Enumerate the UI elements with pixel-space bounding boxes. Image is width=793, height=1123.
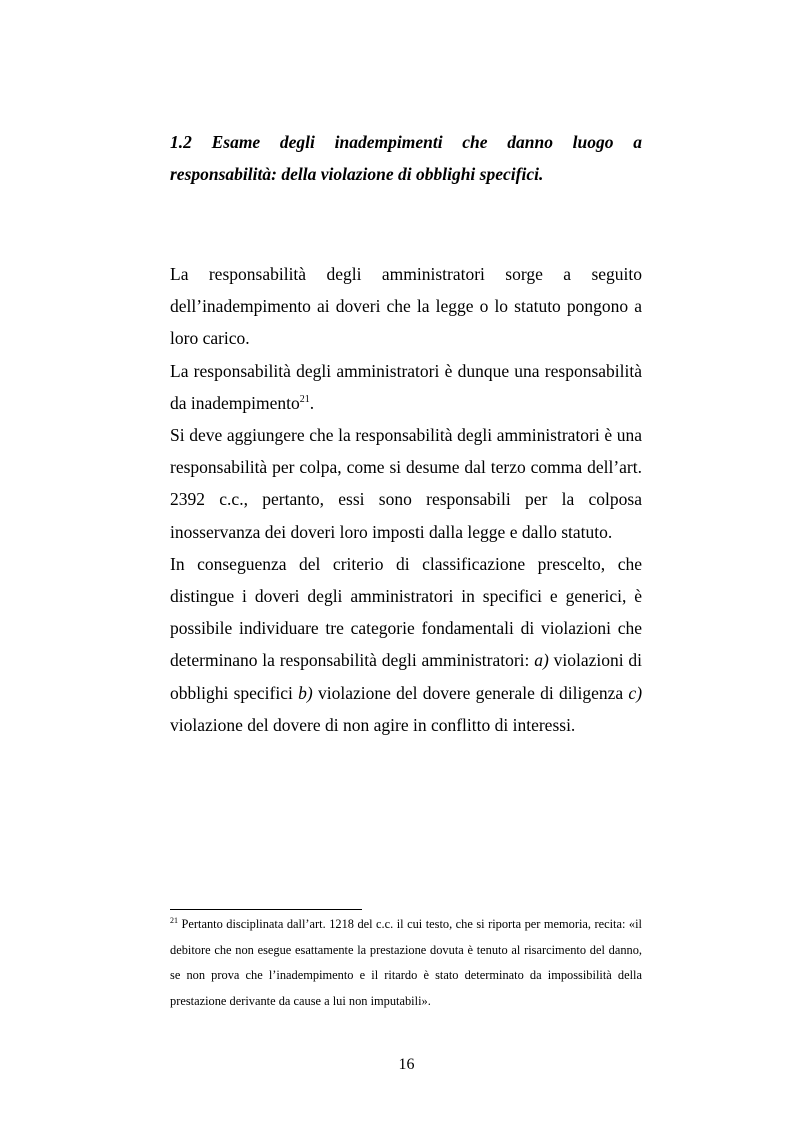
paragraph-4-intro: In conseguenza del criterio di classificazione prescelto, che distingue i doveri degli amministratori in specifici e generici, è possibile individuare tre categorie fondamentali di violazioni che determinano la responsabilità degli amministratori: [170,553,642,671]
footnote-number: 21 [170,915,178,925]
footnote-divider [170,909,362,910]
paragraph-1: La responsabilità degli amministratori sorge a seguito dell’inadempimento ai doveri che la legge o lo statuto pongono a loro carico. [170,264,642,349]
body-text [170,258,642,741]
list-marker-c: c) [628,682,643,703]
list-item-b: violazione del dovere generale di diligenza [317,682,624,703]
footnote [170,912,642,1014]
list-item-a: violazioni di obblighi specifici [170,650,643,703]
page-number: 16 [398,1056,415,1073]
paragraph-2-text: La responsabilità degli amministratori è dunque una responsabilità da inadempimento [170,360,642,413]
list-marker-a: a) [534,650,549,671]
paragraph-2 [170,355,642,419]
paragraph-4 [170,548,642,741]
list-marker-b: b) [298,682,313,703]
paragraph-2-end: . [309,392,315,413]
footnote-reference[interactable]: 21 [299,393,310,405]
list-item-c: violazione del dovere di non agire in conflitto di interessi. [170,714,576,735]
paragraph-3: Si deve aggiungere che la responsabilità degli amministratori è una responsabilità per colpa, come si desume dal terzo comma dell’art. 2392 c.c., pertanto, essi sono responsabili per la colposa inosservanza dei doveri loro imposti dalla legge e dallo statuto. [170,425,642,542]
footnote-text: Pertanto disciplinata dall’art. 1218 del c.c. il cui testo, che si riporta per memoria, recita: «il debitore che non esegue esattamente la prestazione dovuta è tenuto al risarcimento del danno, se non prova che l’inadempimento e il ritardo è stato determinato da impossibilità della prestazione derivante da cause a lui non imputabili». [170,917,642,1008]
section-heading: 1.2 Esame degli inadempimenti che danno luogo a responsabilità: della violazione di obblighi specifici. [170,132,642,184]
